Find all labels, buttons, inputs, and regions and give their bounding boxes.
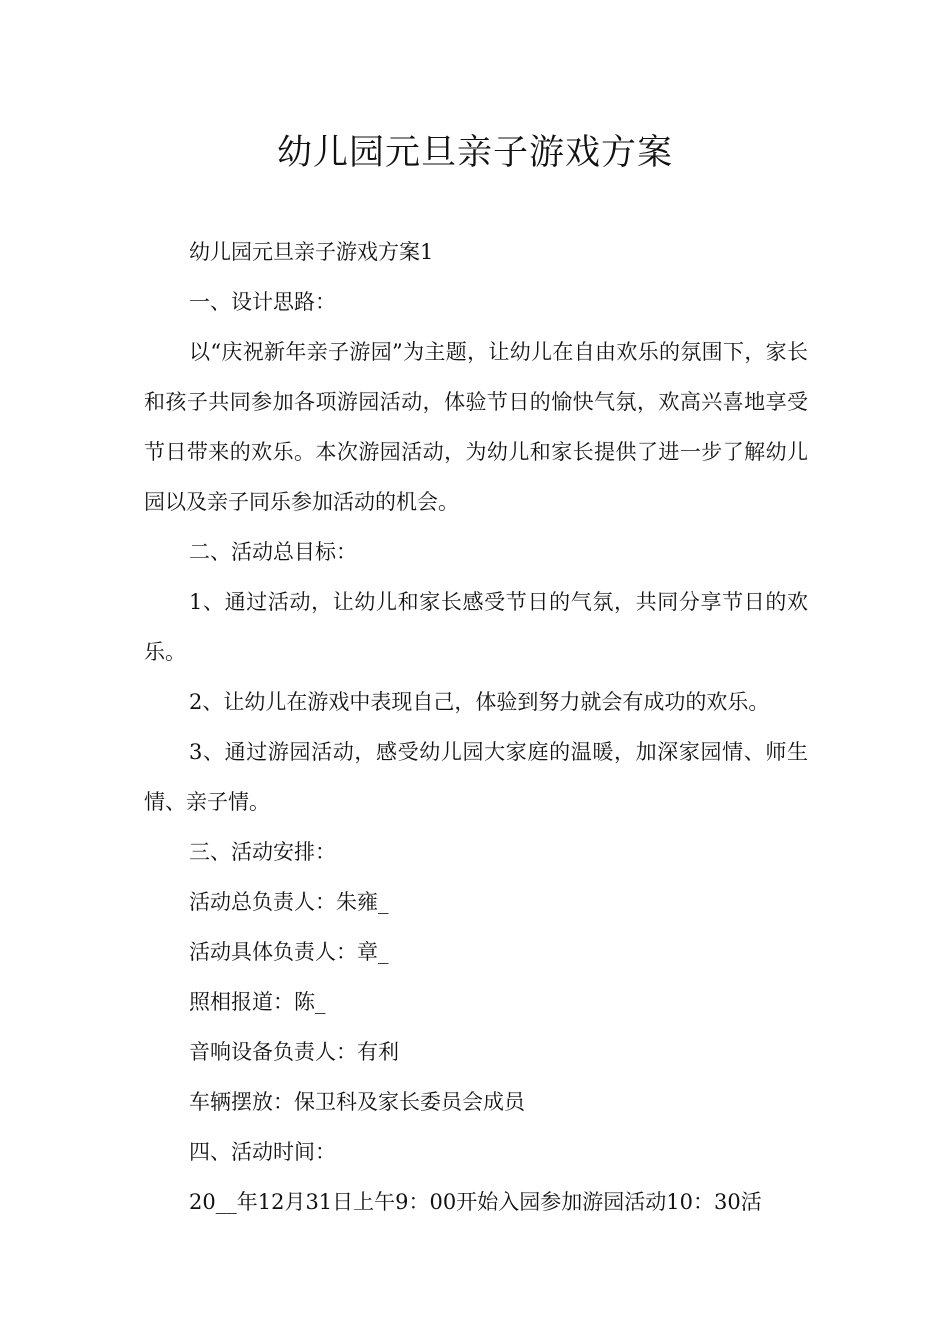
subsection-heading: 二、活动总目标： [189, 540, 357, 564]
list-item: 活动具体负责人：章_ [189, 940, 389, 964]
list-item: 1、通过活动，让幼儿和家长感受节日的气氛，共同分享节日的欢乐。 [144, 590, 808, 664]
subsection-heading: 四、活动时间： [189, 1140, 336, 1164]
paragraph: 以“庆祝新年亲子游园”为主题，让幼儿在自由欢乐的氛围下，家长和孩子共同参加各项游园活动，体验节日的愉快气氛，欢高兴喜地享受节日带来的欢乐。本次游园活动，为幼儿和家长提供了进一步了解幼儿园以及亲子同乐参加活动的机会。 [144, 340, 808, 514]
subsection-heading: 一、设计思路： [189, 290, 336, 314]
document-title: 幼儿园元旦亲子游戏方案 [276, 133, 673, 173]
list-item: 音响设备负责人：有利 [189, 1040, 399, 1064]
document-body [144, 227, 808, 1227]
paragraph: 20__年12月31日上午9：00开始入园参加游园活动10：30活 [189, 1190, 762, 1214]
subsection-heading: 三、活动安排： [189, 840, 336, 864]
section-heading: 幼儿园元旦亲子游戏方案1 [189, 240, 434, 264]
list-item: 车辆摆放：保卫科及家长委员会成员 [189, 1090, 525, 1114]
list-item: 活动总负责人：朱雍_ [189, 890, 389, 914]
list-item: 2、让幼儿在游戏中表现自己，体验到努力就会有成功的欢乐。 [189, 690, 770, 714]
list-item: 3、通过游园活动，感受幼儿园大家庭的温暖，加深家园情、师生情、亲子情。 [144, 740, 808, 814]
list-item: 照相报道：陈_ [189, 990, 326, 1014]
